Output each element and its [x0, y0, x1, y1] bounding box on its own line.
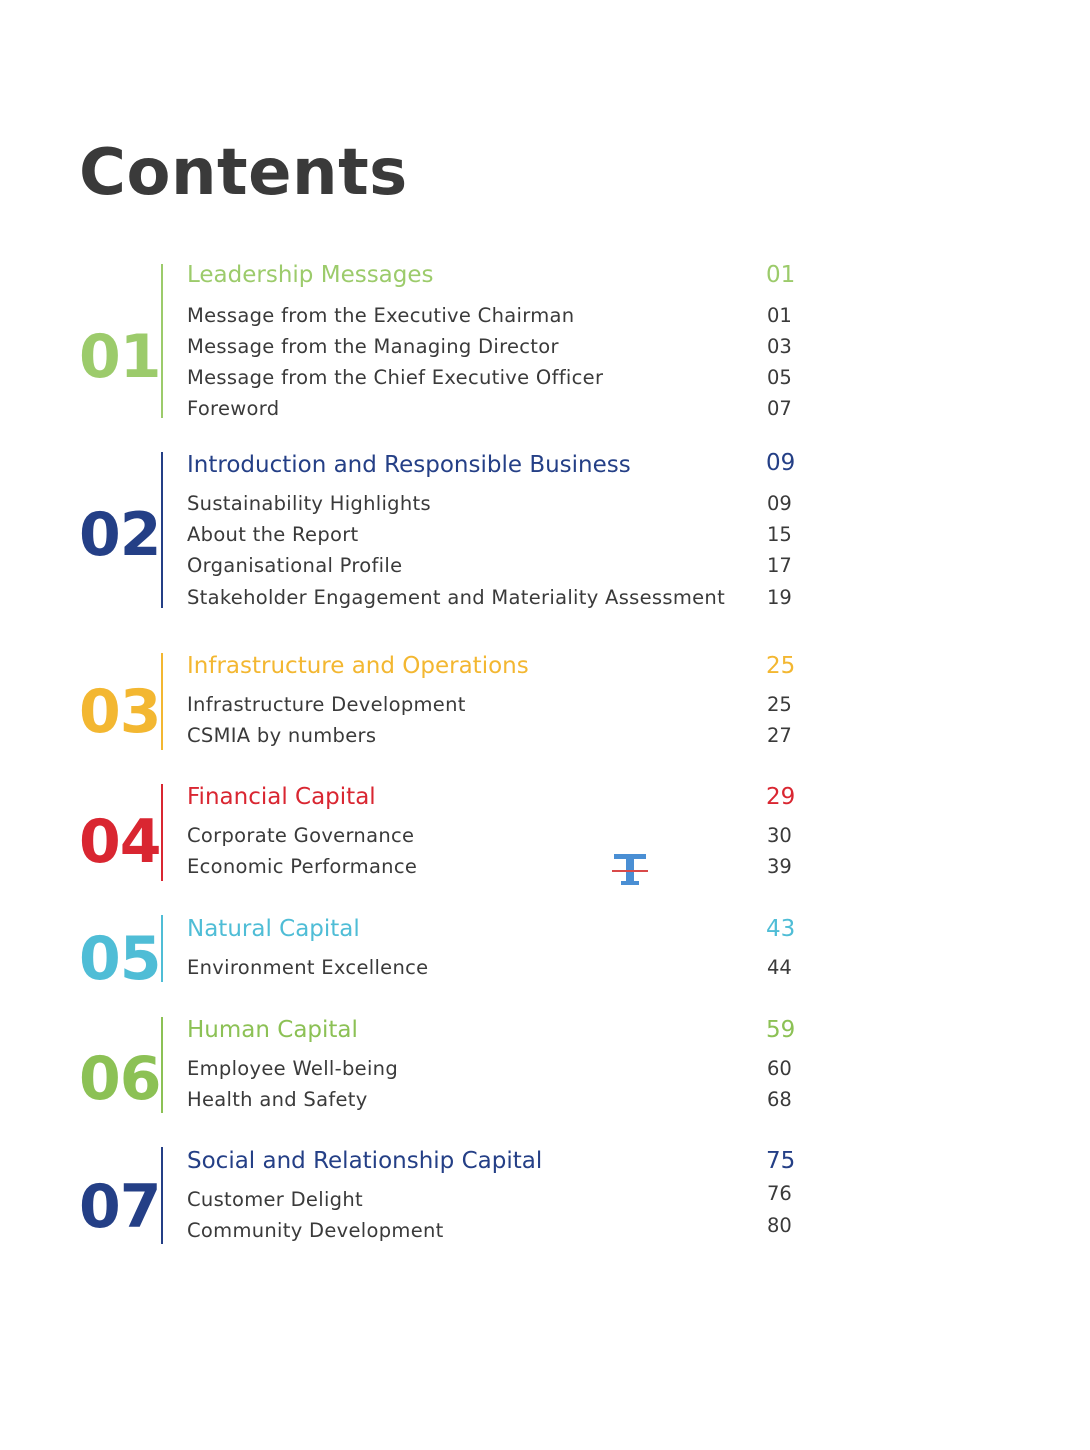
toc-item-page[interactable]: 17: [767, 554, 792, 577]
toc-item[interactable]: Employee Well-being: [187, 1057, 399, 1080]
section-page-number[interactable]: 29: [766, 784, 796, 810]
toc-item-page[interactable]: 60: [767, 1057, 792, 1080]
section-number: 07: [79, 1172, 161, 1242]
section-title[interactable]: Natural Capital: [187, 916, 360, 942]
section-divider: [161, 1147, 163, 1244]
section-title[interactable]: Human Capital: [187, 1017, 358, 1043]
section-number: 04: [79, 807, 161, 877]
section-number: 01: [79, 322, 161, 392]
section-number: 06: [79, 1044, 161, 1114]
toc-item-page[interactable]: 15: [767, 523, 792, 546]
section-page-number[interactable]: 25: [766, 653, 796, 679]
toc-item-page[interactable]: 19: [767, 586, 792, 609]
section-title[interactable]: Introduction and Responsible Business: [187, 452, 631, 478]
toc-item[interactable]: Message from the Managing Director: [187, 335, 559, 358]
toc-item[interactable]: Organisational Profile: [187, 554, 403, 577]
toc-item-page[interactable]: 01: [767, 304, 792, 327]
section-page-number[interactable]: 59: [766, 1017, 796, 1043]
toc-item-page[interactable]: 05: [767, 366, 792, 389]
section-number: 05: [79, 924, 161, 994]
section-divider: [161, 784, 163, 881]
toc-item-page[interactable]: 39: [767, 855, 792, 878]
section-page-number[interactable]: 09: [766, 450, 796, 476]
toc-item-page[interactable]: 27: [767, 724, 792, 747]
toc-item[interactable]: Corporate Governance: [187, 824, 415, 847]
page-title: Contents: [79, 136, 408, 210]
toc-item[interactable]: Message from the Executive Chairman: [187, 304, 575, 327]
section-divider: [161, 452, 163, 608]
toc-item[interactable]: About the Report: [187, 523, 359, 546]
section-number: 03: [79, 677, 161, 747]
section-divider: [161, 1017, 163, 1113]
toc-item-page[interactable]: 68: [767, 1088, 792, 1111]
toc-item[interactable]: Foreword: [187, 397, 280, 420]
section-title[interactable]: Financial Capital: [187, 784, 376, 810]
toc-item-page[interactable]: 30: [767, 824, 792, 847]
section-number: 02: [79, 500, 161, 570]
toc-item-page[interactable]: 25: [767, 693, 792, 716]
section-page-number[interactable]: 01: [766, 262, 796, 288]
toc-item[interactable]: CSMIA by numbers: [187, 724, 377, 747]
toc-item-page[interactable]: 80: [767, 1214, 792, 1237]
toc-item[interactable]: Customer Delight: [187, 1188, 363, 1211]
toc-item[interactable]: Economic Performance: [187, 855, 418, 878]
toc-item-page[interactable]: 09: [767, 492, 792, 515]
section-page-number[interactable]: 75: [766, 1148, 796, 1174]
toc-item-page[interactable]: 03: [767, 335, 792, 358]
section-title[interactable]: Leadership Messages: [187, 262, 434, 288]
toc-item[interactable]: Sustainability Highlights: [187, 492, 431, 515]
section-title[interactable]: Social and Relationship Capital: [187, 1148, 543, 1174]
section-page-number[interactable]: 43: [766, 916, 796, 942]
toc-item[interactable]: Community Development: [187, 1219, 444, 1242]
toc-item[interactable]: Infrastructure Development: [187, 693, 466, 716]
section-divider: [161, 915, 163, 982]
toc-item[interactable]: Message from the Chief Executive Officer: [187, 366, 604, 389]
section-title[interactable]: Infrastructure and Operations: [187, 653, 529, 679]
section-divider: [161, 653, 163, 750]
text-cursor-icon: [612, 852, 648, 888]
toc-item-page[interactable]: 76: [767, 1182, 792, 1205]
section-divider: [161, 264, 163, 418]
toc-item[interactable]: Environment Excellence: [187, 956, 429, 979]
toc-item-page[interactable]: 07: [767, 397, 792, 420]
toc-item[interactable]: Stakeholder Engagement and Materiality Assessment: [187, 586, 726, 609]
toc-item-page[interactable]: 44: [767, 956, 792, 979]
toc-item[interactable]: Health and Safety: [187, 1088, 368, 1111]
